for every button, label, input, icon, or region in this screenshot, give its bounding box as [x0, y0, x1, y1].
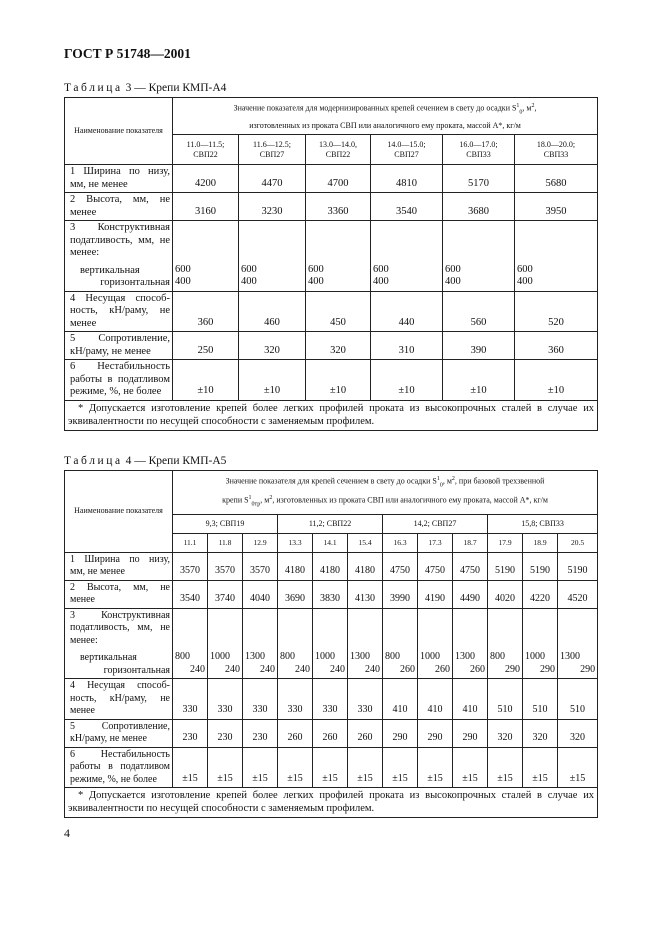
- table-cell: ±15: [208, 747, 243, 788]
- table-4-sub-0mp: 0тр: [251, 501, 261, 508]
- document-header: ГОСТ Р 51748—2001: [64, 46, 191, 61]
- row-label: 2 Высота, мм, не менее: [65, 580, 173, 608]
- table-4-caption-label: Таблица: [64, 455, 123, 467]
- table-4-subcol-header: 17.9: [488, 533, 523, 552]
- table-cell: 1000 290: [523, 608, 558, 679]
- table-cell: 4750: [418, 552, 453, 580]
- table-cell: 4750: [453, 552, 488, 580]
- table-cell: ±15: [558, 747, 598, 788]
- table-cell: 330: [313, 679, 348, 720]
- table-4-group-header: 9,3; СВП19: [173, 514, 278, 533]
- table-cell: 520: [515, 291, 598, 332]
- table-cell: 800 260: [383, 608, 418, 679]
- table-cell: 4190: [418, 580, 453, 608]
- table-cell: 800 240: [173, 608, 208, 679]
- table-cell: ±15: [453, 747, 488, 788]
- row-label: 4 Несущая способ- ность, кН/раму, не менее: [65, 291, 173, 332]
- table-4-sup-1: 1: [436, 476, 440, 482]
- table-3-value-header-part4: изготовленных из проката СВП или аналогичного ему проката, массой A*, кг/м: [249, 121, 521, 131]
- table-cell: 3680: [443, 193, 515, 221]
- table-cell: 260: [348, 719, 383, 747]
- table-cell: 330: [173, 679, 208, 720]
- table-row: [65, 580, 598, 608]
- table-row: [65, 165, 598, 193]
- table-cell: 4750: [383, 552, 418, 580]
- table-4-subcol-header: 11.8: [208, 533, 243, 552]
- table-cell: 230: [208, 719, 243, 747]
- row-label: 1 Ширина по низу, мм, не менее: [65, 165, 173, 193]
- table-3-value-header-part1: Значение показателя для модернизированных крепей сечением в свету до осадки S: [233, 103, 517, 113]
- table-4-group-header: 14,2; СВП27: [383, 514, 488, 533]
- table-cell: 3570: [243, 552, 278, 580]
- table-cell: 330: [348, 679, 383, 720]
- table-cell: 330: [278, 679, 313, 720]
- table-3-caption-title: 3 — Крепи КМП-А4: [125, 82, 227, 94]
- table-3: [64, 97, 598, 431]
- table-4-value-header-part2: , м: [442, 476, 452, 486]
- table-4-name-header: Наименование показателя: [65, 471, 173, 553]
- row-label: 3 Конструктивная податливость, мм, не менее: вертикальная горизонтальная: [65, 608, 173, 679]
- table-cell: 360: [173, 291, 239, 332]
- table-cell: ±15: [313, 747, 348, 788]
- table-3-col-header: 13.0—14.0, СВП22: [306, 135, 371, 165]
- table-cell: 450: [306, 291, 371, 332]
- table-row: [65, 221, 598, 292]
- table-cell: 5680: [515, 165, 598, 193]
- table-cell: ±15: [243, 747, 278, 788]
- table-cell: 230: [243, 719, 278, 747]
- table-cell: 260: [278, 719, 313, 747]
- table-cell: 3950: [515, 193, 598, 221]
- table-cell: 320: [239, 332, 306, 360]
- table-4-sub-0: 0: [439, 482, 443, 489]
- table-3-caption-label: Таблица: [64, 82, 123, 94]
- table-cell: 3570: [208, 552, 243, 580]
- table-4-subcol-header: 20.5: [558, 533, 598, 552]
- table-cell: ±10: [371, 360, 443, 401]
- table-cell: 320: [558, 719, 598, 747]
- row-label: 2 Высота, мм, не менее: [65, 193, 173, 221]
- table-cell: 1300 260: [453, 608, 488, 679]
- table-cell: 460: [239, 291, 306, 332]
- row-label: 4 Несущая способ- ность, кН/раму, не менее: [65, 679, 173, 720]
- table-cell: ±15: [278, 747, 313, 788]
- table-row: [65, 332, 598, 360]
- table-cell: 440: [371, 291, 443, 332]
- table-cell: ±15: [488, 747, 523, 788]
- table-cell: 5190: [558, 552, 598, 580]
- table-cell: 260: [313, 719, 348, 747]
- table-3-sub-0: 0: [519, 109, 523, 116]
- table-4-value-header-part1: Значение показателя для крепей сечением в свету до осадки S: [225, 476, 437, 486]
- table-4-caption-title: 4 — Крепи КМП-А5: [125, 455, 227, 467]
- table-cell: ±10: [515, 360, 598, 401]
- table-cell: 4470: [239, 165, 306, 193]
- table-4-subcol-header: 17.3: [418, 533, 453, 552]
- table-row: [65, 360, 598, 401]
- table-3-caption: [64, 82, 226, 94]
- table-cell: ±10: [173, 360, 239, 401]
- row-label: 1 Ширина по низу, мм, не менее: [65, 552, 173, 580]
- table-cell: 4490: [453, 580, 488, 608]
- table-cell: ±15: [383, 747, 418, 788]
- table-cell: 410: [418, 679, 453, 720]
- table-cell: 800 240: [278, 608, 313, 679]
- table-cell: 3360: [306, 193, 371, 221]
- table-cell: 800 290: [488, 608, 523, 679]
- table-cell: ±10: [443, 360, 515, 401]
- table-4-value-header-part5: , м: [260, 495, 270, 505]
- table-cell: ±15: [348, 747, 383, 788]
- table-cell: 320: [306, 332, 371, 360]
- table-3-value-header: [173, 98, 598, 135]
- table-cell: 510: [523, 679, 558, 720]
- table-cell: ±10: [306, 360, 371, 401]
- table-4-subcol-header: 15.4: [348, 533, 383, 552]
- table-cell: 4040: [243, 580, 278, 608]
- table-cell: 510: [558, 679, 598, 720]
- table-cell: 600 400: [515, 221, 598, 292]
- table-4-subcol-header: 18.9: [523, 533, 558, 552]
- table-cell: 1000 240: [208, 608, 243, 679]
- row-label: 3 Конструктивная податливость, мм, не менее: вертикальная горизонтальная: [65, 221, 173, 292]
- table-row: [65, 719, 598, 747]
- table-cell: 3990: [383, 580, 418, 608]
- table-cell: 310: [371, 332, 443, 360]
- table-cell: 4180: [313, 552, 348, 580]
- table-cell: 3160: [173, 193, 239, 221]
- table-cell: 410: [383, 679, 418, 720]
- table-cell: 1000 260: [418, 608, 453, 679]
- table-4-sup-1b: 1: [248, 495, 252, 502]
- table-cell: 290: [383, 719, 418, 747]
- table-cell: 510: [488, 679, 523, 720]
- row-label: 6 Нестабильность работы в податливом режиме, %, не более: [65, 360, 173, 401]
- table-3-col-header: 11.0—11.5; СВП22: [173, 135, 239, 165]
- table-4-subcol-header: 18.7: [453, 533, 488, 552]
- table-cell: 320: [488, 719, 523, 747]
- table-cell: ±10: [239, 360, 306, 401]
- table-3-value-header-part2: , м: [522, 103, 532, 113]
- table-4-sup-2b: 2: [269, 495, 273, 502]
- table-4-subcol-header: 12.9: [243, 533, 278, 552]
- table-row: [65, 193, 598, 221]
- table-4-group-header: 15,8; СВП33: [488, 514, 598, 533]
- table-cell: 330: [208, 679, 243, 720]
- table-cell: 600 400: [371, 221, 443, 292]
- table-cell: 4180: [278, 552, 313, 580]
- table-cell: 600 400: [173, 221, 239, 292]
- table-cell: 1300 240: [243, 608, 278, 679]
- table-cell: 4700: [306, 165, 371, 193]
- table-4-subcol-header: 13.3: [278, 533, 313, 552]
- table-3-sup-1: 1: [516, 103, 520, 109]
- table-cell: 410: [453, 679, 488, 720]
- table-cell: 320: [523, 719, 558, 747]
- table-3-col-header: 16.0—17.0; СВП33: [443, 135, 515, 165]
- table-cell: 4180: [348, 552, 383, 580]
- table-3-sup-2: 2: [531, 103, 535, 109]
- table-cell: 600 400: [239, 221, 306, 292]
- table-row: [65, 552, 598, 580]
- table-4-value-header: [173, 471, 598, 515]
- table-3-footnote: * Допускается изготовление крепей более легких профилей проката из высокопрочных сталей в случае их эквивалентности по несущей способности с заменяемым профилем.: [65, 400, 598, 430]
- table-cell: 330: [243, 679, 278, 720]
- table-cell: 3830: [313, 580, 348, 608]
- table-4-group-header: 11,2; СВП22: [278, 514, 383, 533]
- table-3-col-header: 18.0—20.0; СВП33: [515, 135, 598, 165]
- row-label: 5 Сопротивление, кН/раму, не менее: [65, 719, 173, 747]
- table-cell: ±15: [418, 747, 453, 788]
- table-cell: 3540: [371, 193, 443, 221]
- table-3-col-header: 11.6—12.5; СВП27: [239, 135, 306, 165]
- table-cell: 4220: [523, 580, 558, 608]
- table-cell: 3230: [239, 193, 306, 221]
- table-4-value-header-part6: , изготовленных из проката СВП или аналогичного ему проката, массой A*, кг/м: [272, 495, 548, 505]
- table-4-subcol-header: 14.1: [313, 533, 348, 552]
- table-row: [65, 608, 598, 679]
- table-4: [64, 470, 598, 818]
- table-cell: 560: [443, 291, 515, 332]
- table-cell: 3690: [278, 580, 313, 608]
- table-4-footnote: * Допускается изготовление крепей более легких профилей проката из высокопрочных сталей в случае их эквивалентности по несущей способности с заменяемым профилем.: [65, 788, 598, 818]
- table-4-subcol-header: 11.1: [173, 533, 208, 552]
- table-4-caption: [64, 455, 226, 467]
- table-4-value-header-part3: , при базовой трехзвенной: [454, 476, 545, 486]
- table-cell: ±15: [523, 747, 558, 788]
- table-4-sup-2: 2: [451, 476, 455, 482]
- table-cell: 4200: [173, 165, 239, 193]
- row-label: 5 Сопротивление, кН/раму, не менее: [65, 332, 173, 360]
- table-cell: 250: [173, 332, 239, 360]
- table-cell: 4520: [558, 580, 598, 608]
- table-cell: 5170: [443, 165, 515, 193]
- table-cell: 3570: [173, 552, 208, 580]
- row-label: 6 Нестабильность работы в податливом режиме, %, не более: [65, 747, 173, 788]
- table-cell: 3540: [173, 580, 208, 608]
- table-row: [65, 291, 598, 332]
- table-cell: 4020: [488, 580, 523, 608]
- table-cell: 360: [515, 332, 598, 360]
- table-cell: 390: [443, 332, 515, 360]
- page-number: 4: [64, 826, 70, 840]
- table-3-col-header: 14.0—15.0; СВП27: [371, 135, 443, 165]
- table-3-value-header-part3: ,: [534, 103, 537, 113]
- table-cell: 1300 240: [348, 608, 383, 679]
- table-cell: 5190: [488, 552, 523, 580]
- table-cell: 4130: [348, 580, 383, 608]
- table-cell: 4810: [371, 165, 443, 193]
- table-cell: 230: [173, 719, 208, 747]
- table-3-name-header: Наименование показателя: [65, 98, 173, 165]
- table-cell: 290: [418, 719, 453, 747]
- table-cell: 5190: [523, 552, 558, 580]
- table-cell: 3740: [208, 580, 243, 608]
- table-cell: 1000 240: [313, 608, 348, 679]
- table-row: [65, 747, 598, 788]
- table-cell: ±15: [173, 747, 208, 788]
- table-cell: 290: [453, 719, 488, 747]
- table-cell: 600 400: [443, 221, 515, 292]
- table-cell: 1300 290: [558, 608, 598, 679]
- table-4-subcol-header: 16.3: [383, 533, 418, 552]
- table-row: [65, 679, 598, 720]
- table-4-value-header-part4: крепи S: [222, 495, 249, 505]
- table-cell: 600 400: [306, 221, 371, 292]
